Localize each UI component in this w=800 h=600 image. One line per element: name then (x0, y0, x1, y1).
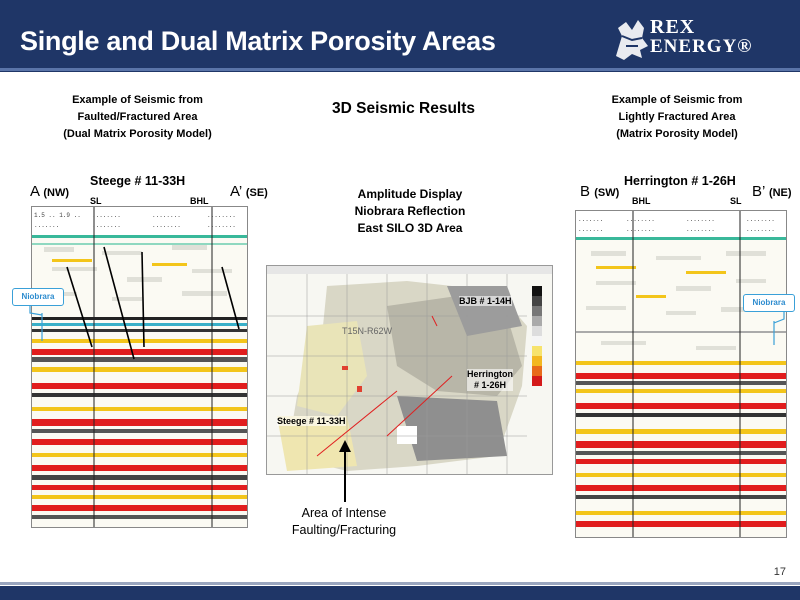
svg-text:........: ........ (207, 212, 236, 219)
faulting-note-line: Area of Intense (301, 506, 387, 520)
page-title: Single and Dual Matrix Porosity Areas (20, 26, 496, 56)
section-letter-a-prime: A’ (230, 183, 242, 200)
map-township-label: T15N-R62W (342, 326, 393, 336)
right-callout-bracket-icon (770, 311, 790, 351)
section-dir-sw: (SW) (594, 187, 620, 199)
page-number: 17 (773, 566, 786, 578)
section-dir-ne: (NE) (768, 187, 792, 199)
rex-energy-logo (612, 14, 792, 64)
logo-emblem-icon (612, 16, 652, 62)
amplitude-line: Niobrara Reflection (354, 204, 466, 218)
right-caption-line: Example of Seismic from (611, 94, 743, 106)
svg-text:........: ........ (746, 226, 775, 233)
svg-text:.......: ....... (578, 216, 604, 223)
footer-bar (0, 586, 800, 600)
right-sl-label: SL (730, 196, 742, 206)
amplitude-title (330, 186, 490, 237)
left-caption-line: Faulted/Fractured Area (77, 111, 198, 123)
left-caption-line: Example of Seismic from (72, 94, 203, 106)
map-well-steege: Steege # 11-33H (277, 416, 346, 426)
svg-text:........: ........ (92, 222, 121, 229)
left-seismic-section (31, 206, 248, 528)
right-bhl-label: BHL (632, 196, 651, 206)
left-sl-label: SL (90, 196, 102, 206)
left-caption-line: (Dual Matrix Porosity Model) (63, 128, 212, 140)
right-seismic-image (576, 211, 787, 538)
right-section-start (580, 183, 619, 200)
logo-text-rex: REX (650, 16, 696, 38)
svg-text:........: ........ (626, 216, 655, 223)
map-well-herrington (467, 369, 513, 391)
svg-text:........: ........ (686, 226, 715, 233)
left-niobrara-callout: Niobrara (12, 288, 64, 306)
right-well-name: Herrington # 1-26H (624, 174, 736, 188)
svg-text:........: ........ (207, 222, 236, 229)
svg-text:........: ........ (152, 212, 181, 219)
left-section-start (30, 183, 69, 200)
left-seismic-image (32, 207, 248, 528)
left-callout-bracket-icon (28, 305, 48, 345)
faulting-note-line: Faulting/Fracturing (291, 523, 397, 537)
faulting-arrow-icon (330, 438, 360, 504)
faulting-note (278, 505, 410, 539)
center-heading: 3D Seismic Results (332, 100, 476, 117)
right-section-end (752, 183, 792, 200)
right-seismic-section (575, 210, 787, 538)
amplitude-line: Amplitude Display (357, 187, 463, 201)
svg-text:1.5 .. 1.9 ..: 1.5 .. 1.9 .. (34, 212, 81, 219)
svg-text:........: ........ (152, 222, 181, 229)
logo-text-energy: ENERGY® (650, 36, 753, 57)
right-niobrara-callout: Niobrara (743, 294, 795, 312)
svg-text:........: ........ (746, 216, 775, 223)
left-bhl-label: BHL (190, 196, 209, 206)
svg-text:........: ........ (626, 226, 655, 233)
svg-text:........: ........ (686, 216, 715, 223)
right-caption (596, 92, 758, 143)
header-divider (0, 68, 800, 71)
map-well-bjb: BJB # 1-14H (459, 296, 512, 306)
left-caption (55, 92, 220, 143)
section-letter-b-prime: B’ (752, 183, 765, 200)
section-dir-se: (SE) (245, 187, 268, 199)
right-caption-line: (Matrix Porosity Model) (616, 128, 738, 140)
svg-text:.......: ....... (578, 226, 604, 233)
section-dir-nw: (NW) (43, 187, 70, 199)
amplitude-line: East SILO 3D Area (357, 221, 463, 235)
left-section-end (230, 183, 268, 200)
right-caption-line: Lightly Fractured Area (618, 111, 736, 123)
map-herrington-line: # 1-26H (473, 380, 507, 390)
footer-divider (0, 582, 800, 585)
left-well-name: Steege # 11-33H (90, 174, 186, 188)
section-letter-b: B (580, 183, 591, 200)
map-herrington-line: Herrington (467, 369, 513, 379)
svg-text:........: ........ (92, 212, 121, 219)
section-letter-a: A (30, 183, 40, 200)
amplitude-map (266, 265, 553, 475)
svg-text:.......: ....... (34, 222, 60, 229)
